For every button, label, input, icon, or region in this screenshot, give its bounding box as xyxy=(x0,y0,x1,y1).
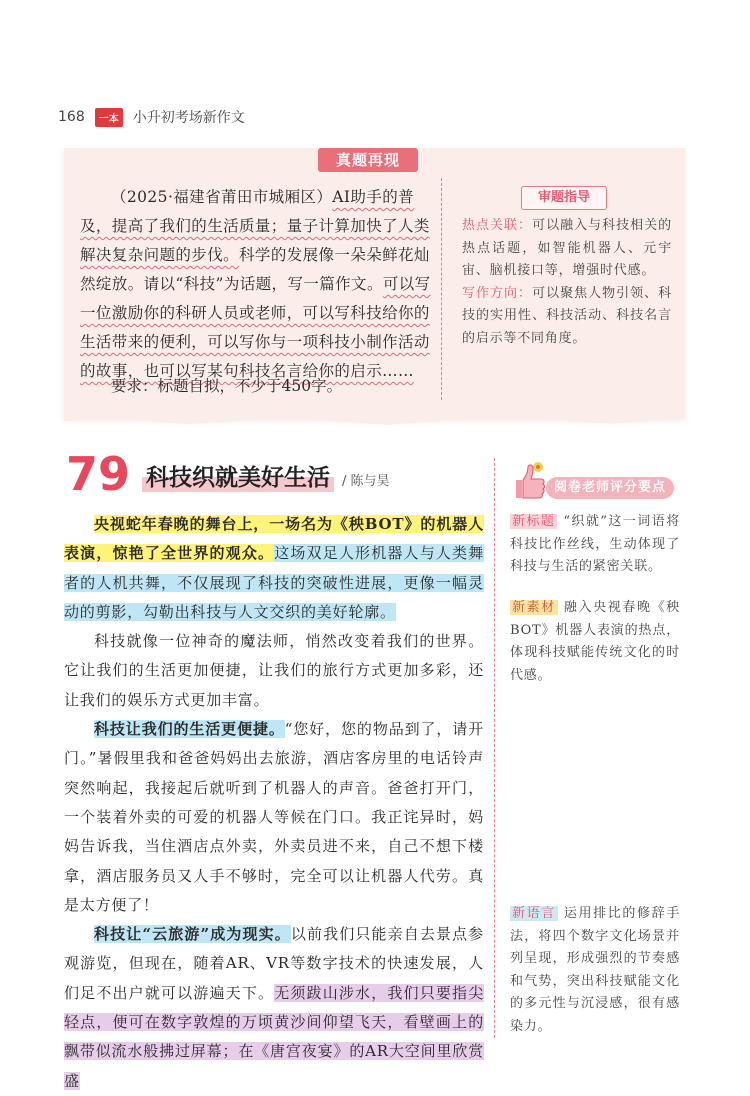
brand-badge: 一本 xyxy=(95,108,123,127)
note-tag: 新素材 xyxy=(512,600,556,615)
review-note xyxy=(510,903,680,1038)
note-tag: 新标题 xyxy=(512,514,556,529)
essay-paragraph xyxy=(64,627,484,715)
guide-title: 审题指导 xyxy=(521,186,607,210)
essay-paragraph xyxy=(64,510,484,627)
thumbs-up-icon xyxy=(508,458,548,502)
guide-content: 可以聚焦人物引领、科技的实用性、科技活动、科技名言的启示等不同角度。 xyxy=(462,285,672,346)
note-tag: 新语言 xyxy=(512,906,556,921)
task-section-title: 真题再现 xyxy=(318,148,418,172)
essay-highlight: 科技让“云旅游”成为现实。 xyxy=(94,925,291,944)
essay-text: 以前我们只能亲自去景点参观游览，但现在，随着AR、VR等数字技术的快速发展，人们足不出户就可以游遍天下。 xyxy=(64,925,484,1002)
task-prompt xyxy=(80,183,440,386)
page-header xyxy=(58,104,245,130)
task-divider xyxy=(441,178,442,400)
prompt-part-2: 科学的发展像一朵朵鲜花灿然绽放。请以“科技”为话题，写一篇作文。 xyxy=(80,246,430,293)
guide-label: 写作方向： xyxy=(462,285,533,301)
essay-text: 科技就像一位神奇的魔法师，悄然改变着我们的世界。它让我们的生活更加便捷，让我们的旅行方式更加多彩，还让我们的娱乐方式更加丰富。 xyxy=(64,632,484,709)
sidebar-divider xyxy=(494,458,495,1038)
guide-item xyxy=(462,215,672,283)
guide-text xyxy=(462,215,672,350)
essay-number: 79 xyxy=(66,447,131,501)
note-text: 运用排比的修辞手法，将四个数字文化场景并列呈现，形成强烈的节奏感和气势，突出科技赋能文化的多元性与沉浸感，很有感染力。 xyxy=(510,906,680,1034)
guide-content: 可以融入与科技相关的热点话题，如智能机器人、元宇宙、脑机接口等，增强时代感。 xyxy=(462,218,672,278)
essay-title: 科技织就美好生活 xyxy=(142,459,334,492)
review-title: 阅卷老师评分要点 xyxy=(546,477,674,499)
page-number: 168 xyxy=(58,109,85,125)
prompt-part-3: 可以写一位激励你的科研人员或老师，可以写科技给你的生活带来的便利，可以写你与一项科技小制作活动的故事，也可以写某句科技名言给你的启示…… xyxy=(80,275,431,380)
essay-body xyxy=(64,510,484,1096)
essay-highlight: 科技让我们的生活更便捷。 xyxy=(94,720,285,739)
prompt-part-1: AI助手的普及，提高了我们的生活质量；量子计算加快了人类解决复杂问题的步伐。 xyxy=(80,188,430,264)
guide-label: 热点关联： xyxy=(462,218,533,233)
essay-text: “您好，您的物品到了，请开门。”暑假里我和爸爸妈妈出去旅游，酒店客房里的电话铃声突然响起，我接起后就听到了机器人的声音。爸爸打开门，一个装着外卖的可爱的机器人等候在门口。我正诧异时，妈妈告诉我，当住酒店点外卖，外卖员进不来，自己不想下楼拿，酒店服务员又人手不够时，完全可以让机器人代劳。真是太方便了！ xyxy=(64,720,484,914)
review-note xyxy=(510,511,680,579)
essay-title-row xyxy=(142,462,390,492)
prompt-source: （2025·福建省莆田市城厢区） xyxy=(111,188,333,206)
essay-highlight: 这场双足人形机器人与人类舞者的人机共舞，不仅展现了科技的突破性进展，更像一幅灵动的剪影，勾勒出科技与人文交织的美好轮廓。 xyxy=(64,544,484,621)
essay-paragraph xyxy=(64,920,484,1096)
guide-item xyxy=(462,283,672,351)
essay-author: / 陈与昊 xyxy=(342,474,390,489)
task-requirement: 要求：标题自拟，不少于450字。 xyxy=(111,377,343,395)
essay-paragraph xyxy=(64,715,484,920)
review-note xyxy=(510,597,680,687)
note-text: “织就”这一词语将科技比作丝线，生动体现了科技与生活的紧密关联。 xyxy=(510,514,680,574)
book-title: 小升初考场新作文 xyxy=(132,110,245,126)
essay-highlight: 央视蛇年春晚的舞台上，一场名为《秧BOT》的机器人表演，惊艳了全世界的观众。 xyxy=(64,515,484,563)
essay-highlight: 无须跋山涉水，我们只要指尖轻点，便可在数字敦煌的万顷黄沙间仰望飞天，看壁画上的飘带似流水般拂过屏幕；在《唐宫夜宴》的AR大空间里欣赏盛 xyxy=(64,983,484,1090)
note-text: 融入央视春晚《秧BOT》机器人表演的热点，体现科技赋能传统文化的时代感。 xyxy=(510,600,680,683)
